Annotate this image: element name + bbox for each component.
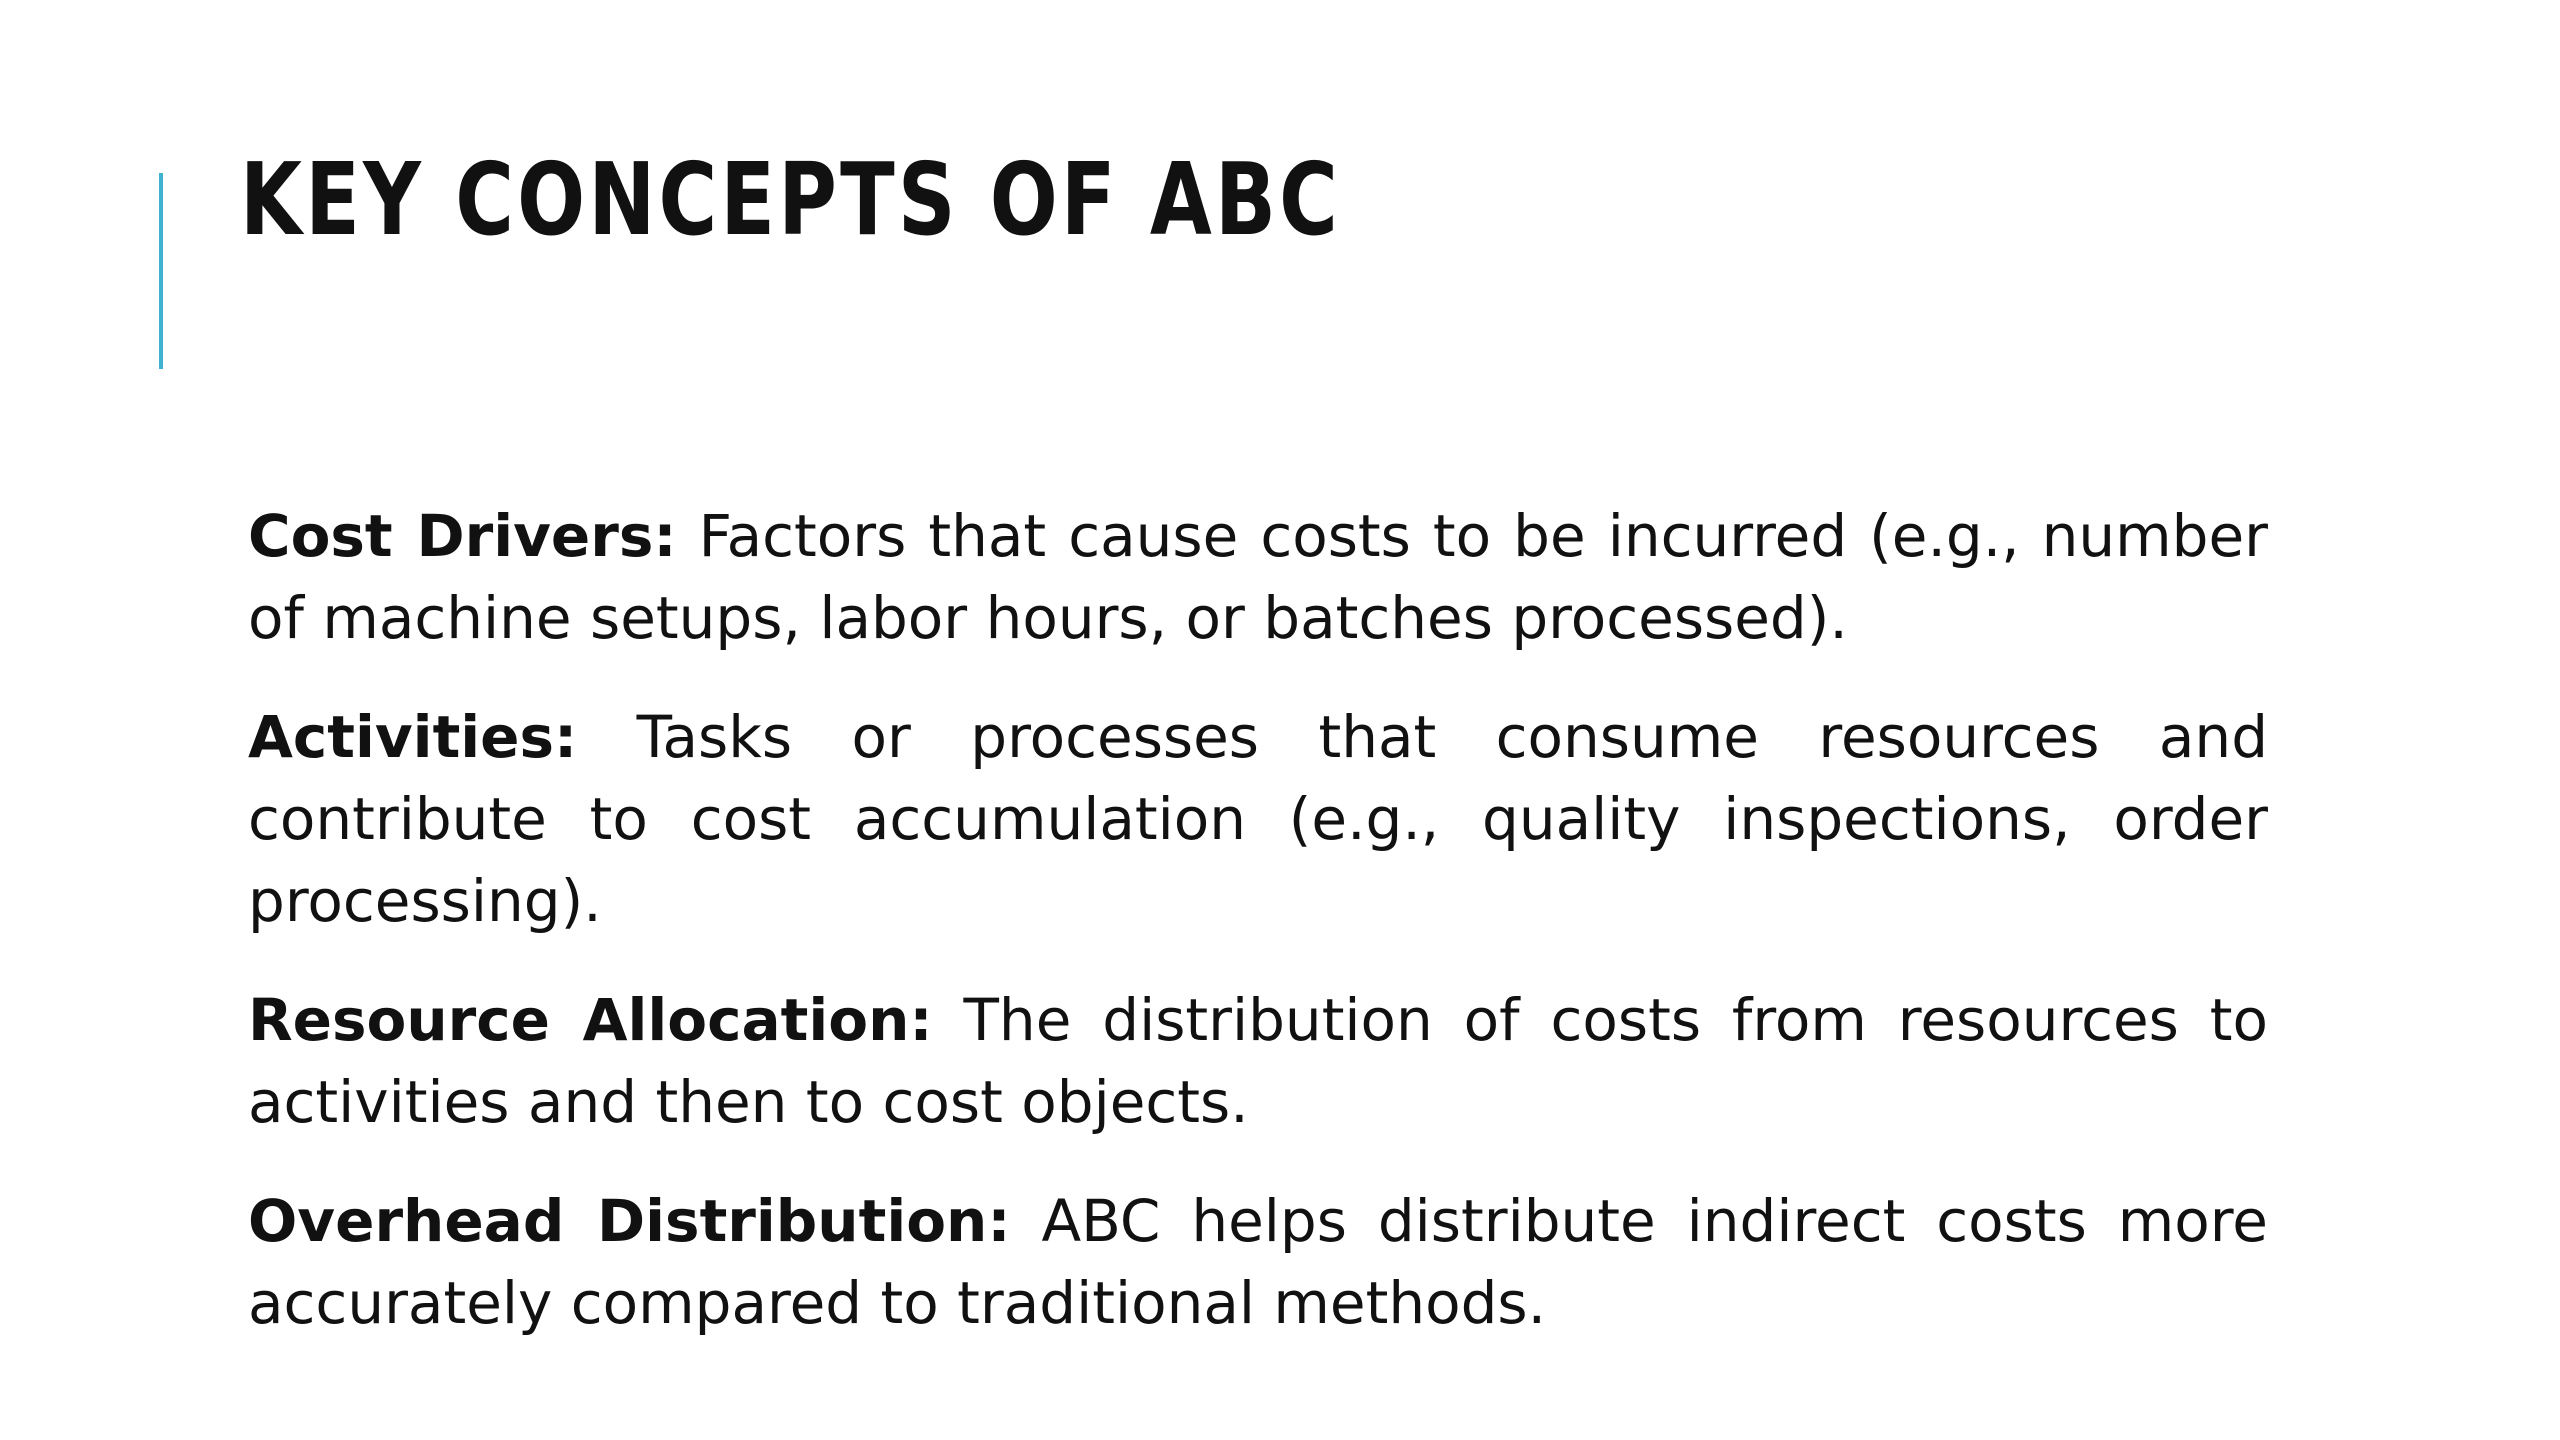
concept-description: ABC helps distribute indirect costs more accurately compared to traditional methods. [248,1187,2268,1337]
concept-description: Tasks or processes that consume resources and contribute to cost accumulation (e.g., quality inspections, order processing). [248,703,2269,935]
concept-resource-allocation [248,979,2268,1143]
concept-overhead-distribution [248,1180,2268,1344]
concept-cost-drivers [248,495,2268,659]
concept-description: The distribution of costs from resources to activities and then to cost objects. [248,986,2268,1136]
concept-activities [248,696,2268,942]
slide-title: KEY CONCEPTS OF ABC [240,141,1342,258]
concept-term: Resource Allocation: [248,986,933,1054]
slide-content [248,495,2268,1381]
concept-description: Factors that cause costs to be incurred (e.g., number of machine setups, labor hours, or batches processed). [248,502,2269,652]
title-accent-bar [159,173,163,369]
concept-term: Cost Drivers: [248,502,677,570]
concept-term: Overhead Distribution: [248,1187,1011,1255]
concept-term: Activities: [248,703,578,771]
